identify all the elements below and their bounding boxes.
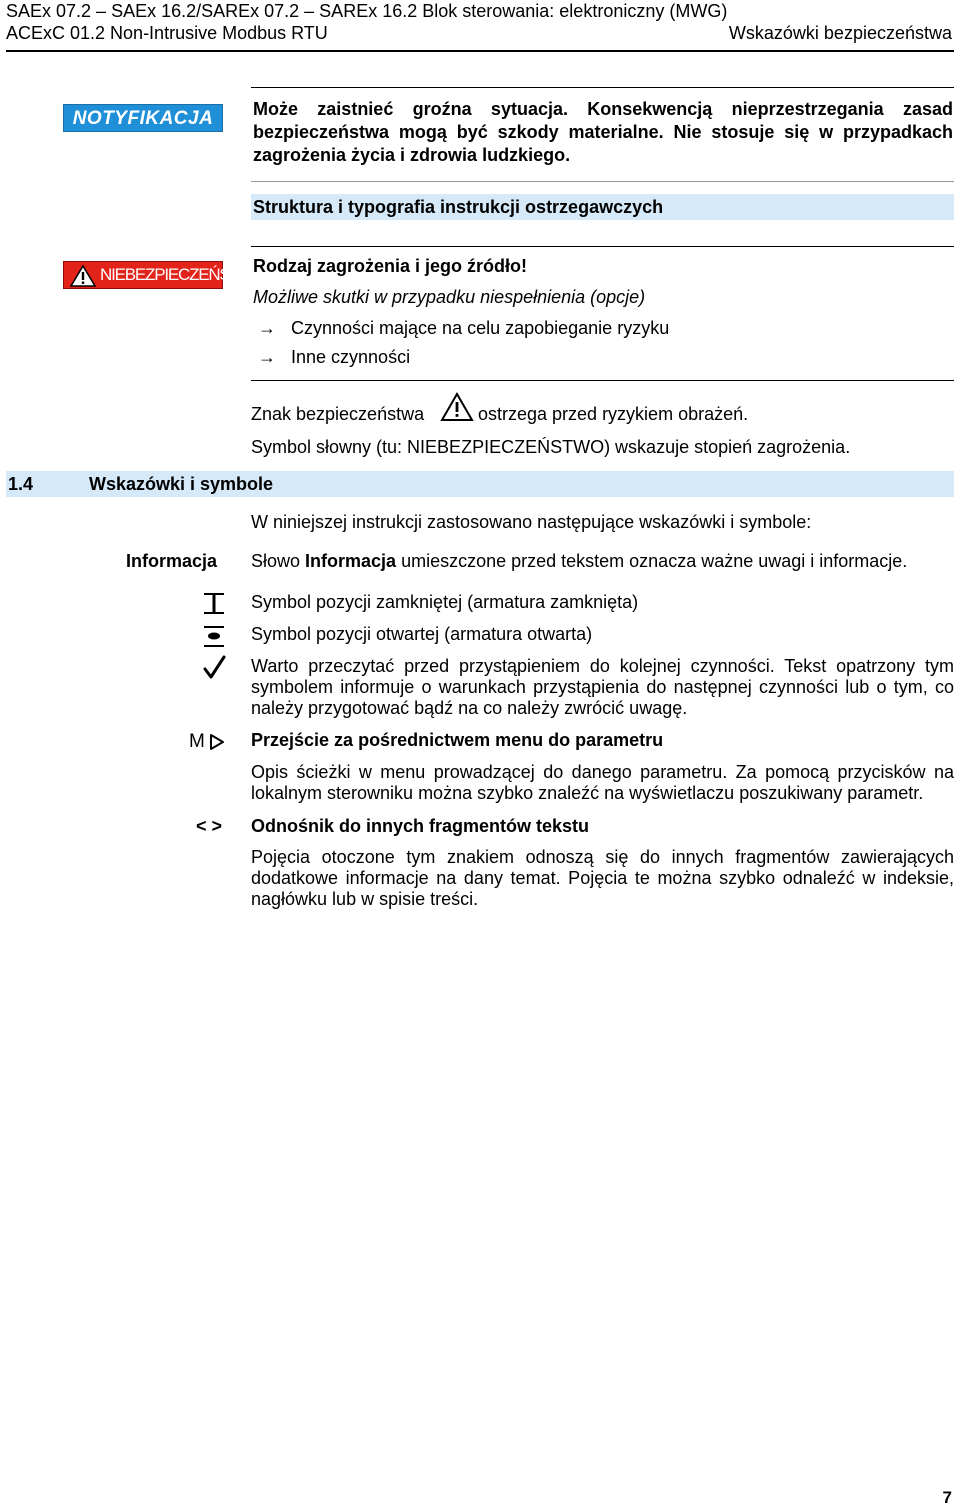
warning-triangle-icon xyxy=(440,392,474,422)
open-position-icon xyxy=(203,625,225,649)
danger-bottom-rule xyxy=(251,380,954,381)
reference-title: Odnośnik do innych fragmentów tekstu xyxy=(251,816,590,836)
hazard-text: Rodzaj zagrożenia i jego źródło! xyxy=(253,256,528,276)
menu-m-symbol: M xyxy=(189,731,205,752)
section-number: 1.4 xyxy=(8,474,34,494)
info-text xyxy=(251,551,907,572)
info-label: Informacja xyxy=(126,551,218,571)
section-intro: W niniejszej instrukcji zastosowano następujące wskazówki i symbole: xyxy=(251,512,812,532)
reference-text: Pojęcia otoczone tym znakiem odnoszą się do innych fragmentów zawierających dodatkowe informacje na dany temat. Pojęcia te można szybko odnaleźć w indeksie, nagłówku lub w spisie treści. xyxy=(251,847,954,909)
consequences-text: Możliwe skutki w przypadku niespełnienia (opcje) xyxy=(253,287,646,307)
notice-bottom-rule xyxy=(251,181,954,182)
arrow-right-icon: → xyxy=(258,347,276,367)
action-item-2: Inne czynności xyxy=(291,347,411,367)
notice-badge: NOTYFIKACJA xyxy=(63,104,223,132)
notice-top-rule xyxy=(251,87,954,88)
signal-word-text: Symbol słowny (tu: NIEBEZPIECZEŃSTWO) wskazuje stopień zagrożenia. xyxy=(251,437,851,457)
info-suffix: umieszczone przed tekstem oznacza ważne uwagi i informacje. xyxy=(396,551,908,571)
header-subtitle: ACExC 01.2 Non-Intrusive Modbus RTU xyxy=(6,23,328,43)
arrow-right-icon: → xyxy=(258,318,276,338)
info-bold: Informacja xyxy=(305,551,397,571)
check-text: Warto przeczytać przed przystąpieniem do kolejnej czynności. Tekst opatrzony tym symbolem informuje o warunkach przystąpienia do następnej czynności lub o tym, co należy przygotować bądź na co należy zwrócić uwagę. xyxy=(251,656,954,718)
info-prefix: Słowo xyxy=(251,551,306,571)
danger-top-rule xyxy=(251,246,954,247)
warning-triangle-icon xyxy=(70,265,96,287)
header-chapter: Wskazówki bezpieczeństwa xyxy=(728,23,952,43)
closed-position-icon xyxy=(203,592,225,616)
closed-position-text: Symbol pozycji zamkniętej (armatura zamknięta) xyxy=(251,592,639,612)
structure-heading: Struktura i typografia instrukcji ostrzegawczych xyxy=(253,197,664,217)
menu-text: Opis ścieżki w menu prowadzącej do danego parametru. Za pomocą przycisków na lokalnym sterowniku można szybko znaleźć na wyświetlaczu poszukiwany parametr. xyxy=(251,762,954,803)
sign-text-after: ostrzega przed ryzykiem obrażeń. xyxy=(478,404,749,424)
header-title: SAEx 07.2 – SAEx 16.2/SAREx 07.2 – SAREx 16.2 Blok sterowania: elektroniczny (MWG) xyxy=(6,1,728,21)
menu-title: Przejście za pośrednictwem menu do parametru xyxy=(251,730,664,750)
danger-badge-label: NIEBEZPIECZEŃSTWO xyxy=(100,265,266,284)
triangle-right-icon xyxy=(209,733,225,751)
sign-text-before: Znak bezpieczeństwa xyxy=(251,404,425,424)
checkmark-icon xyxy=(203,655,227,681)
action-item-1: Czynności mające na celu zapobieganie ryzyku xyxy=(291,318,670,338)
notice-text: Może zaistnieć groźna sytuacja. Konsekwencją nieprzestrzegania zasad bezpieczeństwa mogą być szkody materialne. Nie stosuje się w przypadkach zagrożenia życia i zdrowia ludzkiego. xyxy=(253,99,953,165)
open-position-text: Symbol pozycji otwartej (armatura otwarta) xyxy=(251,624,593,644)
section-title: Wskazówki i symbole xyxy=(89,474,274,494)
page-number: 7 xyxy=(942,1488,952,1507)
reference-symbol: < > xyxy=(196,816,223,836)
header-rule xyxy=(6,50,954,52)
danger-badge xyxy=(63,261,266,289)
